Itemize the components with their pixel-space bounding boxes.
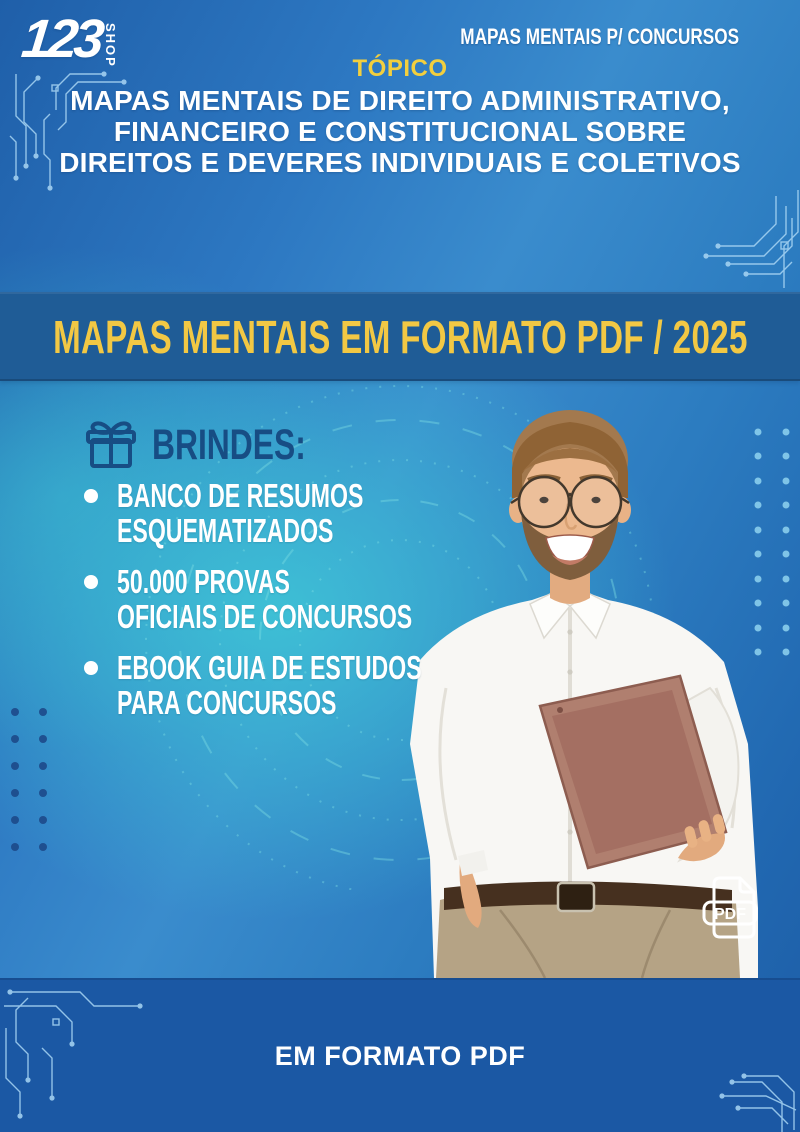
product-line-label: MAPAS MENTAIS P/ CONCURSOS	[459, 24, 739, 49]
title-banner	[0, 292, 800, 381]
list-item	[84, 478, 524, 548]
circuit-decoration-bottom-left	[0, 986, 196, 1130]
bonus-section-heading	[84, 418, 360, 472]
gift-icon	[84, 418, 138, 472]
page-title-line-3: DIREITOS E DEVERES INDIVIDUAIS E COLETIVOS	[59, 147, 741, 178]
bonus-heading-label: BRINDES:	[152, 420, 306, 469]
bonus-item-text: 50.000 PROVAS OFICIAIS DE CONCURSOS	[117, 563, 413, 635]
bonus-list	[84, 478, 524, 736]
page-title-line-2: FINANCEIRO E CONSTITUCIONAL SOBRE	[113, 116, 687, 147]
dot-grid-dark	[8, 704, 52, 856]
list-item	[84, 564, 524, 634]
circuit-decoration-bottom-right	[692, 1048, 798, 1132]
bullet-dot	[84, 575, 98, 589]
kicker-label: TÓPICO	[352, 55, 448, 82]
bullet-dot	[84, 661, 98, 675]
circuit-decoration-right	[688, 190, 800, 292]
bullet-dot	[84, 489, 98, 503]
page-title-line-1: MAPAS MENTAIS DE DIREITO ADMINISTRATIVO,	[70, 85, 730, 116]
svg-text:PDF: PDF	[714, 906, 746, 923]
banner-title: MAPAS MENTAIS EM FORMATO PDF / 2025	[52, 310, 748, 363]
bonus-item-text: BANCO DE RESUMOS ESQUEMATIZADOS	[117, 477, 364, 549]
list-item	[84, 650, 524, 720]
logo-shop-text: SHOP	[103, 23, 119, 68]
footer-title: EM FORMATO PDF	[274, 1041, 526, 1071]
bonus-item-text: EBOOK GUIA DE ESTUDOS PARA CONCURSOS	[117, 649, 422, 721]
pdf-file-icon	[702, 875, 766, 941]
page-title	[0, 85, 800, 178]
logo-123-text: 123	[18, 9, 104, 69]
